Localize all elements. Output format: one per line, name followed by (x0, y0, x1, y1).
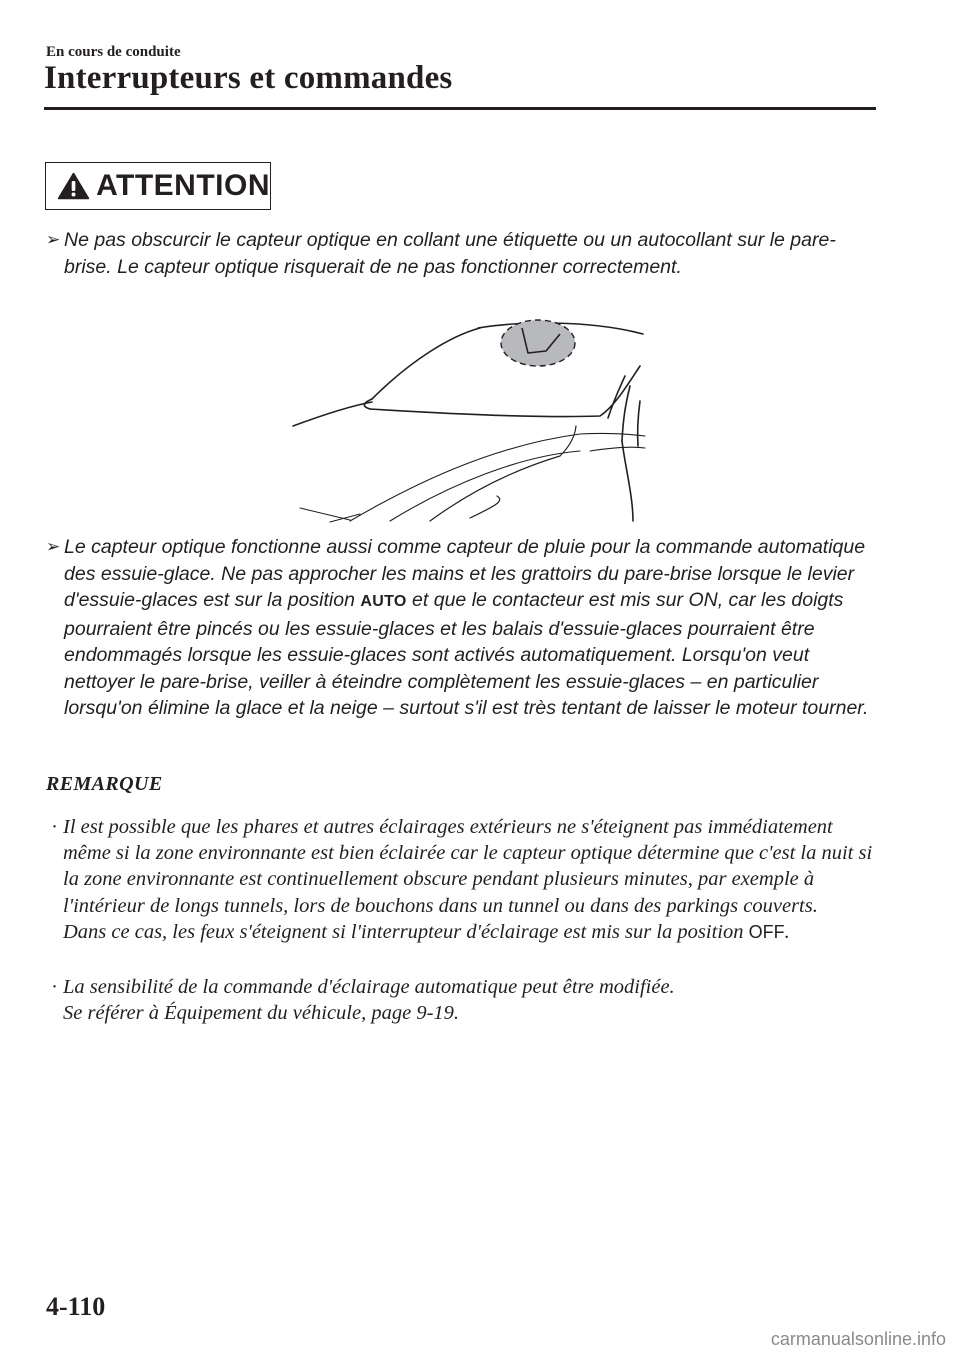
caution-text: Le capteur optique fonctionne aussi comme capteur de pluie pour la commande automatique des essuie-glace. Ne pas approcher les mains et les grattoirs du pare-brise lorsque le levier d'essuie-glaces est sur la position AUTO et que le contacteur est mis sur ON, car les doigts pourraient être pincés ou les essuie-glaces et les balais d'essuie-glaces pourraient être endommagés lorsque les essuie-glaces sont activés automatiquement. Lorsqu'on veut nettoyer le pare-brise, veiller à éteindre complètement les essuie-glaces – en particulier lorsqu'on élimine la glace et la neige – surtout s'il est très tentant de laisser le moteur tourner. (64, 536, 869, 719)
caution-item-1 (46, 227, 876, 280)
windshield-sensor-illustration (290, 306, 650, 526)
attention-label: ATTENTION (96, 169, 270, 202)
remark-text: La sensibilité de la commande d'éclairage automatique peut être modifiée. (63, 976, 675, 998)
arrow-bullet-icon: ➢ (46, 537, 61, 556)
cross-reference-text: Se référer à Équipement du véhicule, page 9-19. (63, 1002, 460, 1025)
dot-bullet-icon: · (51, 816, 58, 838)
warning-triangle-icon (57, 169, 90, 203)
section-header: En cours de conduite (46, 44, 181, 60)
title-divider (44, 107, 876, 110)
off-position-label: OFF (748, 921, 785, 942)
watermark: carmanualsonline.info (770, 1329, 946, 1349)
remark-item-2 (46, 974, 876, 1026)
caution-item-2 (46, 534, 876, 722)
arrow-bullet-icon: ➢ (46, 230, 61, 249)
page-title: Interrupteurs et commandes (44, 60, 453, 96)
remark-title: REMARQUE (46, 773, 163, 795)
page-number: 4-110 (46, 1292, 106, 1321)
caution-text: Ne pas obscurcir le capteur optique en collant une étiquette ou un autocollant sur le pare-brise. Le capteur optique risquerait de ne pas fonctionner correctement. (64, 229, 836, 278)
dot-bullet-icon: · (51, 976, 58, 998)
remark-item-1: · Il est possible que les phares et autres éclairages extérieurs ne s'éteignent pas immédiatement même si la zone environnante est bien éclairée car le capteur optique détermine que c'est la nuit si la zone environnante est continuellement obscure pendant plusieurs minutes, par exemple à l'intérieur de longs tunnels, lors de bouchons dans un tunnel ou dans des parkings couverts. Dans ce cas, les feux s'éteignent si l'interrupteur d'éclairage est mis sur la position OFF. (46, 814, 876, 945)
remark-text: Il est possible que les phares et autres éclairages extérieurs ne s'éteignent pas immédiatement même si la zone environnante est bien éclairée car le capteur optique détermine que c'est la nuit si la zone environnante est continuellement obscure pendant plusieurs minutes, par exemple à l'intérieur de longs tunnels, lors de bouchons dans un tunnel ou dans des parkings couverts. (63, 816, 873, 917)
attention-box (45, 162, 271, 210)
auto-position-label: AUTO (360, 593, 407, 610)
